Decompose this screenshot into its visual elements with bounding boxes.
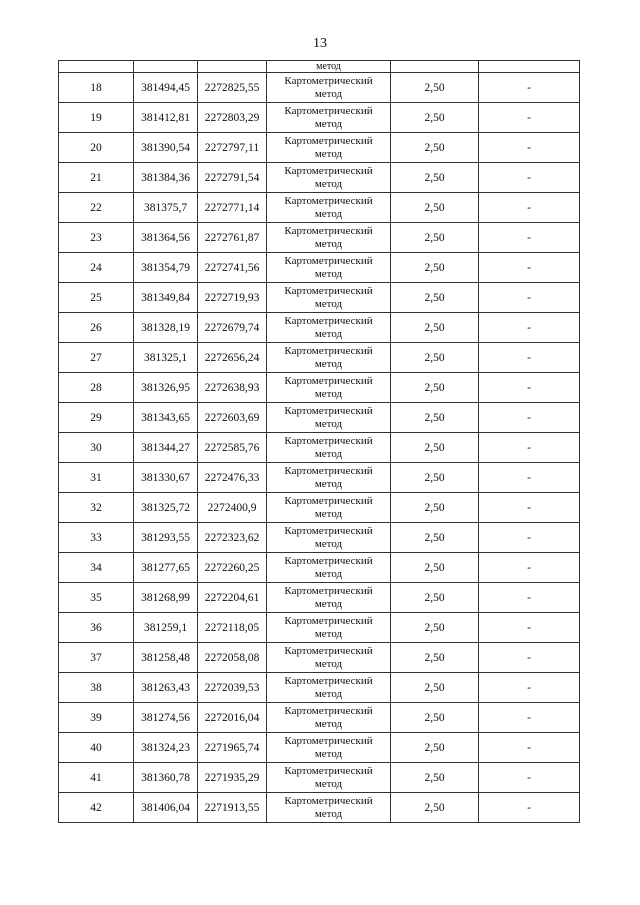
coord-x-cell: 381412,81: [134, 103, 198, 133]
method-line-1: Картометрический: [284, 224, 373, 237]
continuation-row: [59, 61, 580, 73]
point-number-cell: 22: [59, 193, 134, 223]
precision-cell: 2,50: [391, 133, 479, 163]
table-row: [59, 643, 580, 673]
method-line-2: метод: [314, 717, 343, 730]
note-cell: -: [479, 73, 580, 103]
point-number-cell: 19: [59, 103, 134, 133]
note-cell: -: [479, 523, 580, 553]
coord-y-cell: 2272771,14: [198, 193, 267, 223]
method-line-2: метод: [314, 417, 343, 430]
method-line-2: метод: [314, 807, 343, 820]
coord-x-cell: 381344,27: [134, 433, 198, 463]
coord-y-cell: 2272741,56: [198, 253, 267, 283]
method-cell: [267, 133, 391, 163]
coord-y-cell: 2272791,54: [198, 163, 267, 193]
coord-y-cell: 2272638,93: [198, 373, 267, 403]
precision-cell: 2,50: [391, 403, 479, 433]
method-line-2: метод: [314, 507, 343, 520]
coord-y-cell: 2272058,08: [198, 643, 267, 673]
point-number-cell: 31: [59, 463, 134, 493]
method-line-1: Картометрический: [284, 314, 373, 327]
note-cell: -: [479, 553, 580, 583]
table-row: [59, 493, 580, 523]
continuation-cell-y: [198, 61, 267, 73]
coord-x-cell: 381384,36: [134, 163, 198, 193]
precision-cell: 2,50: [391, 673, 479, 703]
coord-x-cell: 381354,79: [134, 253, 198, 283]
coord-x-cell: 381390,54: [134, 133, 198, 163]
point-number-cell: 24: [59, 253, 134, 283]
coord-y-cell: 2272603,69: [198, 403, 267, 433]
note-cell: -: [479, 313, 580, 343]
method-line-1: Картометрический: [284, 704, 373, 717]
coord-x-cell: 381293,55: [134, 523, 198, 553]
method-line-1: Картометрический: [284, 134, 373, 147]
table-row: [59, 313, 580, 343]
coord-x-cell: 381360,78: [134, 763, 198, 793]
note-cell: -: [479, 433, 580, 463]
method-line-2: метод: [314, 177, 343, 190]
method-line-2: метод: [314, 327, 343, 340]
point-number-cell: 20: [59, 133, 134, 163]
method-cell: [267, 583, 391, 613]
coord-y-cell: 2272825,55: [198, 73, 267, 103]
note-cell: -: [479, 193, 580, 223]
note-cell: -: [479, 103, 580, 133]
coord-x-cell: 381494,45: [134, 73, 198, 103]
coord-x-cell: 381326,95: [134, 373, 198, 403]
method-line-2: метод: [314, 687, 343, 700]
precision-cell: 2,50: [391, 373, 479, 403]
coord-x-cell: 381259,1: [134, 613, 198, 643]
coordinates-table: [58, 60, 580, 823]
table-row: [59, 763, 580, 793]
note-cell: -: [479, 673, 580, 703]
coord-y-cell: 2271935,29: [198, 763, 267, 793]
method-cell: [267, 283, 391, 313]
table-row: [59, 583, 580, 613]
coord-x-cell: 381274,56: [134, 703, 198, 733]
method-cell: [267, 313, 391, 343]
coord-x-cell: 381263,43: [134, 673, 198, 703]
table-row: [59, 403, 580, 433]
precision-cell: 2,50: [391, 583, 479, 613]
coord-y-cell: 2272260,25: [198, 553, 267, 583]
coord-y-cell: 2272039,53: [198, 673, 267, 703]
method-cell: [267, 193, 391, 223]
method-line-2: метод: [314, 87, 343, 100]
method-cell: [267, 163, 391, 193]
method-line-2: метод: [314, 597, 343, 610]
method-line-2: метод: [314, 237, 343, 250]
table-row: [59, 793, 580, 823]
table-row: [59, 133, 580, 163]
coord-y-cell: 2272803,29: [198, 103, 267, 133]
point-number-cell: 33: [59, 523, 134, 553]
method-line-1: Картометрический: [284, 404, 373, 417]
method-line-2: метод: [314, 477, 343, 490]
method-line-1: Картометрический: [284, 464, 373, 477]
method-cell: [267, 73, 391, 103]
method-cell: [267, 643, 391, 673]
method-cell: [267, 673, 391, 703]
table-row: [59, 433, 580, 463]
coord-x-cell: 381328,19: [134, 313, 198, 343]
method-cell: [267, 343, 391, 373]
method-line-2: метод: [314, 447, 343, 460]
coord-x-cell: 381268,99: [134, 583, 198, 613]
coord-y-cell: 2272656,24: [198, 343, 267, 373]
method-cell: [267, 763, 391, 793]
table-row: [59, 283, 580, 313]
method-cell: [267, 373, 391, 403]
coord-y-cell: 2272323,62: [198, 523, 267, 553]
coord-y-cell: 2272118,05: [198, 613, 267, 643]
method-line-2: метод: [314, 387, 343, 400]
precision-cell: 2,50: [391, 793, 479, 823]
table-row: [59, 463, 580, 493]
method-cell: [267, 703, 391, 733]
note-cell: -: [479, 403, 580, 433]
note-cell: -: [479, 463, 580, 493]
point-number-cell: 39: [59, 703, 134, 733]
method-line-2: метод: [314, 567, 343, 580]
table-row: [59, 613, 580, 643]
coord-y-cell: 2272016,04: [198, 703, 267, 733]
note-cell: -: [479, 733, 580, 763]
method-line-2: метод: [314, 207, 343, 220]
coord-x-cell: 381324,23: [134, 733, 198, 763]
method-line-1: Картометрический: [284, 254, 373, 267]
method-line-1: Картометрический: [284, 194, 373, 207]
method-line-1: Картометрический: [284, 584, 373, 597]
precision-cell: 2,50: [391, 433, 479, 463]
table-row: [59, 193, 580, 223]
method-cell: [267, 103, 391, 133]
coord-x-cell: 381277,65: [134, 553, 198, 583]
method-line-1: Картометрический: [284, 434, 373, 447]
note-cell: -: [479, 373, 580, 403]
method-line-2: метод: [314, 747, 343, 760]
note-cell: -: [479, 583, 580, 613]
method-cell: [267, 493, 391, 523]
coord-y-cell: 2272797,11: [198, 133, 267, 163]
point-number-cell: 37: [59, 643, 134, 673]
method-cell: [267, 463, 391, 493]
point-number-cell: 29: [59, 403, 134, 433]
method-cell: [267, 793, 391, 823]
note-cell: -: [479, 763, 580, 793]
method-line-1: Картометрический: [284, 674, 373, 687]
coord-y-cell: 2272400,9: [198, 493, 267, 523]
precision-cell: 2,50: [391, 733, 479, 763]
continuation-cell-number: [59, 61, 134, 73]
point-number-cell: 34: [59, 553, 134, 583]
table-row: [59, 673, 580, 703]
method-line-2: метод: [314, 657, 343, 670]
method-cell: [267, 433, 391, 463]
note-cell: -: [479, 613, 580, 643]
note-cell: -: [479, 343, 580, 373]
point-number-cell: 35: [59, 583, 134, 613]
coord-x-cell: 381330,67: [134, 463, 198, 493]
coord-y-cell: 2272204,61: [198, 583, 267, 613]
coord-y-cell: 2272761,87: [198, 223, 267, 253]
method-cell: [267, 523, 391, 553]
method-line-2: метод: [314, 537, 343, 550]
table-row: [59, 703, 580, 733]
point-number-cell: 18: [59, 73, 134, 103]
method-line-1: Картометрический: [284, 794, 373, 807]
note-cell: -: [479, 283, 580, 313]
precision-cell: 2,50: [391, 763, 479, 793]
point-number-cell: 25: [59, 283, 134, 313]
page-number: 13: [313, 36, 327, 51]
table-row: [59, 553, 580, 583]
method-line-2: метод: [314, 297, 343, 310]
method-line-1: Картометрический: [284, 614, 373, 627]
table-row: [59, 103, 580, 133]
method-cell: [267, 253, 391, 283]
point-number-cell: 42: [59, 793, 134, 823]
coord-y-cell: 2272476,33: [198, 463, 267, 493]
table-row: [59, 343, 580, 373]
point-number-cell: 28: [59, 373, 134, 403]
continuation-cell-x: [134, 61, 198, 73]
table-row: [59, 733, 580, 763]
coord-y-cell: 2272719,93: [198, 283, 267, 313]
method-line-1: Картометрический: [284, 164, 373, 177]
precision-cell: 2,50: [391, 253, 479, 283]
precision-cell: 2,50: [391, 73, 479, 103]
coord-y-cell: 2271913,55: [198, 793, 267, 823]
point-number-cell: 38: [59, 673, 134, 703]
table-row: [59, 73, 580, 103]
precision-cell: 2,50: [391, 343, 479, 373]
coord-x-cell: 381325,72: [134, 493, 198, 523]
method-line-2: метод: [314, 267, 343, 280]
method-line-2: метод: [314, 117, 343, 130]
coord-y-cell: 2272679,74: [198, 313, 267, 343]
coord-x-cell: 381364,56: [134, 223, 198, 253]
table-row: [59, 373, 580, 403]
precision-cell: 2,50: [391, 643, 479, 673]
method-cell: [267, 553, 391, 583]
continuation-cell-note: [479, 61, 580, 73]
note-cell: -: [479, 163, 580, 193]
method-cell: [267, 733, 391, 763]
method-line-1: Картометрический: [284, 644, 373, 657]
method-line-1: Картометрический: [284, 734, 373, 747]
point-number-cell: 30: [59, 433, 134, 463]
method-line-1: Картометрический: [284, 104, 373, 117]
continuation-cell-method: метод: [267, 61, 391, 73]
method-line-1: Картометрический: [284, 344, 373, 357]
continuation-cell-precision: [391, 61, 479, 73]
table-row: [59, 523, 580, 553]
note-cell: -: [479, 493, 580, 523]
precision-cell: 2,50: [391, 493, 479, 523]
coord-x-cell: 381375,7: [134, 193, 198, 223]
point-number-cell: 27: [59, 343, 134, 373]
point-number-cell: 36: [59, 613, 134, 643]
coord-x-cell: 381349,84: [134, 283, 198, 313]
table-row: [59, 223, 580, 253]
note-cell: -: [479, 643, 580, 673]
method-line-1: Картометрический: [284, 74, 373, 87]
point-number-cell: 23: [59, 223, 134, 253]
method-line-1: Картометрический: [284, 524, 373, 537]
point-number-cell: 21: [59, 163, 134, 193]
method-cell: [267, 403, 391, 433]
precision-cell: 2,50: [391, 553, 479, 583]
method-cell: [267, 613, 391, 643]
point-number-cell: 32: [59, 493, 134, 523]
coord-x-cell: 381343,65: [134, 403, 198, 433]
note-cell: -: [479, 223, 580, 253]
coord-x-cell: 381258,48: [134, 643, 198, 673]
precision-cell: 2,50: [391, 283, 479, 313]
precision-cell: 2,50: [391, 163, 479, 193]
precision-cell: 2,50: [391, 193, 479, 223]
coord-y-cell: 2271965,74: [198, 733, 267, 763]
point-number-cell: 40: [59, 733, 134, 763]
method-line-2: метод: [314, 627, 343, 640]
point-number-cell: 26: [59, 313, 134, 343]
table-row: [59, 253, 580, 283]
method-line-2: метод: [314, 357, 343, 370]
precision-cell: 2,50: [391, 103, 479, 133]
point-number-cell: 41: [59, 763, 134, 793]
method-line-1: Картометрический: [284, 284, 373, 297]
method-line-1: Картометрический: [284, 554, 373, 567]
note-cell: -: [479, 703, 580, 733]
precision-cell: 2,50: [391, 523, 479, 553]
coordinates-table-body: [59, 61, 580, 823]
method-cell: [267, 223, 391, 253]
coord-x-cell: 381325,1: [134, 343, 198, 373]
precision-cell: 2,50: [391, 313, 479, 343]
method-line-1: Картометрический: [284, 374, 373, 387]
method-line-2: метод: [314, 777, 343, 790]
coord-x-cell: 381406,04: [134, 793, 198, 823]
note-cell: -: [479, 253, 580, 283]
precision-cell: 2,50: [391, 223, 479, 253]
method-line-1: Картометрический: [284, 494, 373, 507]
note-cell: -: [479, 793, 580, 823]
method-line-2: метод: [314, 147, 343, 160]
method-line-1: Картометрический: [284, 764, 373, 777]
note-cell: -: [479, 133, 580, 163]
coord-y-cell: 2272585,76: [198, 433, 267, 463]
precision-cell: 2,50: [391, 703, 479, 733]
precision-cell: 2,50: [391, 463, 479, 493]
precision-cell: 2,50: [391, 613, 479, 643]
table-row: [59, 163, 580, 193]
